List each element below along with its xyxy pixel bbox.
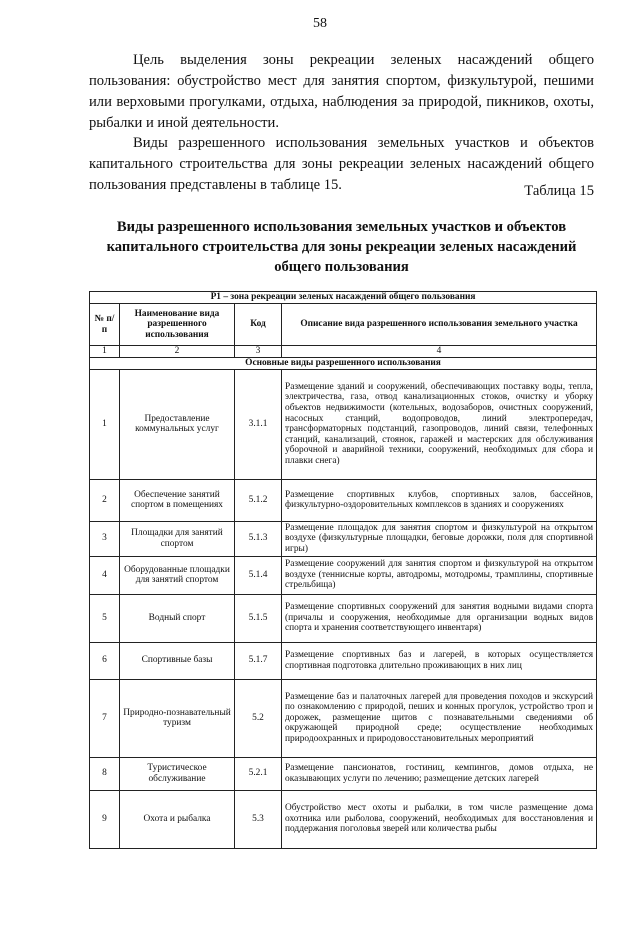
intro-paragraph-purpose: Цель выделения зоны рекреации зеленых насаждений общего пользования: обустройство мест для занятия спортом, физкультурой, пешими или верховыми прогулками, отдыха, наблюдения за природой, пикников, охоты, рыбалки и иной деятельности. bbox=[89, 52, 594, 131]
zone-header-row bbox=[90, 292, 597, 304]
table-title: Виды разрешенного использования земельных участков и объектов капитального строительства для зоны рекреации зеленых насаждений общего пользования bbox=[106, 219, 577, 275]
table-row bbox=[90, 556, 597, 594]
column-number: 3 bbox=[235, 346, 282, 358]
table-row bbox=[90, 594, 597, 642]
row-description: Размещение площадок для занятия спортом и физкультурой на открытом воздухе (физкультурные площадки, беговые дорожки, поля для спортивной игры) bbox=[282, 521, 597, 556]
row-description: Размещение зданий и сооружений, обеспечивающих поставку воды, тепла, электричества, газа, отвод канализационных стоков, очистку и уборку объектов недвижимости (котельных, водозаборов, очистных сооружений, насосных станций, водопроводов, линий электропередач, трансформаторных подстанций, газопроводов, линий связи, телефонных станций, канализаций, стоянок, гаражей и мастерских для обслуживания уборочной и аварийной техники, сооружений, необходимых для сбора и плавки снега) bbox=[282, 369, 597, 479]
row-number: 6 bbox=[90, 642, 120, 679]
row-number: 8 bbox=[90, 757, 120, 790]
row-code: 5.1.3 bbox=[235, 521, 282, 556]
table-label: Таблица 15 bbox=[524, 183, 594, 199]
row-use-name: Площадки для занятий спортом bbox=[120, 521, 235, 556]
table-row bbox=[90, 757, 597, 790]
row-description: Размещение пансионатов, гостиниц, кемпингов, домов отдыха, не оказывающих услуги по лечению; размещение детских лагерей bbox=[282, 757, 597, 790]
row-description: Размещение спортивных сооружений для занятия водными видами спорта (причалы и сооружения, необходимые для организации водных видов спорта и хранения соответствующего инвентаря) bbox=[282, 594, 597, 642]
table-row bbox=[90, 369, 597, 479]
column-number: 2 bbox=[120, 346, 235, 358]
section-row bbox=[90, 357, 597, 369]
row-description: Размещение сооружений для занятия спортом и физкультурой на открытом воздухе (теннисные корты, автодромы, мотодромы, трамплины, спортивные стрельбища) bbox=[282, 556, 597, 594]
row-description: Размещение спортивных клубов, спортивных залов, бассейнов, физкультурно-оздоровительных комплексов в зданиях и сооружениях bbox=[282, 479, 597, 521]
row-number: 9 bbox=[90, 790, 120, 848]
table-row bbox=[90, 790, 597, 848]
header-code: Код bbox=[235, 304, 282, 346]
row-code: 5.1.7 bbox=[235, 642, 282, 679]
row-number: 3 bbox=[90, 521, 120, 556]
column-number: 4 bbox=[282, 346, 597, 358]
row-use-name: Спортивные базы bbox=[120, 642, 235, 679]
header-num: № п/п bbox=[90, 304, 120, 346]
row-code: 5.3 bbox=[235, 790, 282, 848]
row-number: 7 bbox=[90, 679, 120, 757]
row-use-name: Охота и рыбалка bbox=[120, 790, 235, 848]
table-row bbox=[90, 642, 597, 679]
row-number: 2 bbox=[90, 479, 120, 521]
row-use-name: Оборудованные площадки для занятий спортом bbox=[120, 556, 235, 594]
row-code: 5.2 bbox=[235, 679, 282, 757]
row-description: Размещение спортивных баз и лагерей, в которых осуществляется спортивная подготовка длительно проживающих в них лиц bbox=[282, 642, 597, 679]
page-number: 58 bbox=[313, 16, 327, 31]
row-code: 3.1.1 bbox=[235, 369, 282, 479]
zone-header: Р1 – зона рекреации зеленых насаждений общего пользования bbox=[90, 292, 597, 304]
row-number: 1 bbox=[90, 369, 120, 479]
intro-paragraph-reference: Виды разрешенного использования земельных участков и объектов капитального строительства для зоны рекреации зеленых насаждений общего пользования представлены в таблице 15. bbox=[89, 135, 594, 193]
table-row bbox=[90, 479, 597, 521]
row-use-name: Предоставление коммунальных услуг bbox=[120, 369, 235, 479]
row-number: 5 bbox=[90, 594, 120, 642]
column-number-row bbox=[90, 346, 597, 358]
column-number: 1 bbox=[90, 346, 120, 358]
row-code: 5.1.4 bbox=[235, 556, 282, 594]
row-description: Размещение баз и палаточных лагерей для проведения походов и экскурсий по ознакомлению с природой, пеших и конных прогулок, устройство троп и дорожек, размещение щитов с познавательными сведениями об окружающей природной среде; осуществление необходимых природоохранных и природовосстановительных мероприятий bbox=[282, 679, 597, 757]
section-main-uses: Основные виды разрешенного использования bbox=[90, 357, 597, 369]
land-use-table bbox=[89, 291, 597, 849]
row-number: 4 bbox=[90, 556, 120, 594]
row-code: 5.1.5 bbox=[235, 594, 282, 642]
row-code: 5.2.1 bbox=[235, 757, 282, 790]
row-use-name: Обеспечение занятий спортом в помещениях bbox=[120, 479, 235, 521]
row-use-name: Природно-познавательный туризм bbox=[120, 679, 235, 757]
table-row bbox=[90, 521, 597, 556]
row-use-name: Водный спорт bbox=[120, 594, 235, 642]
row-code: 5.1.2 bbox=[235, 479, 282, 521]
table-row bbox=[90, 679, 597, 757]
header-desc: Описание вида разрешенного использования земельного участка bbox=[282, 304, 597, 346]
header-name: Наименование вида разрешенного использования bbox=[120, 304, 235, 346]
row-use-name: Туристическое обслуживание bbox=[120, 757, 235, 790]
column-header-row bbox=[90, 304, 597, 346]
row-description: Обустройство мест охоты и рыбалки, в том числе размещение дома охотника или рыболова, сооружений, необходимых для восстановления и поддержания поголовья зверей или количества рыбы bbox=[282, 790, 597, 848]
